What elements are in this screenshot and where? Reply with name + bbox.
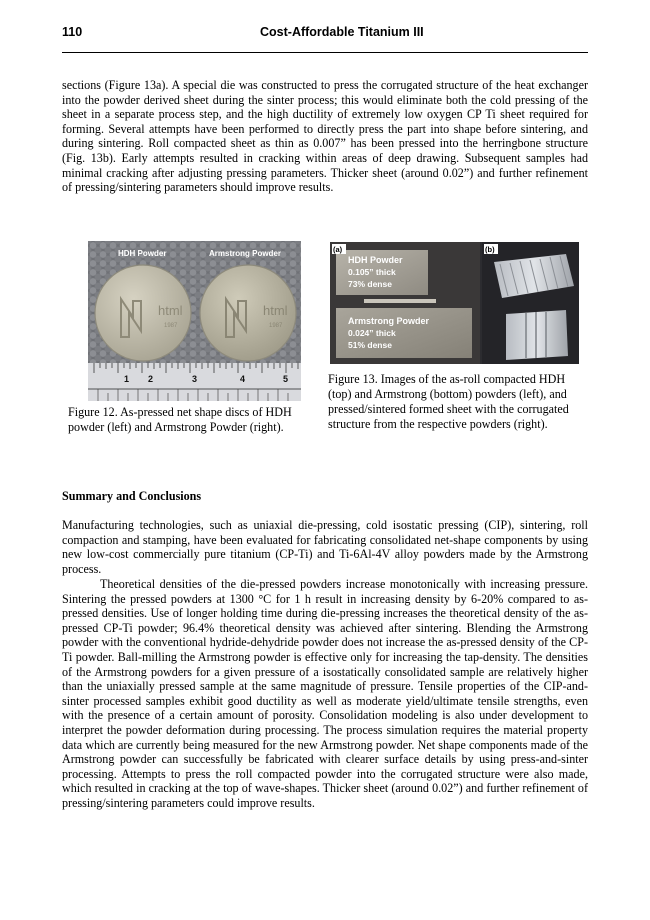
hdh-disc-mark: html [158, 303, 183, 318]
body-paragraph-3: Theoretical densities of the die-pressed powders increase monotonically with increasing pressure. Sintering the pressed powders at 1300 °C for 1 h result in increasing density by 6-20% compared to as-pressed densities. Use of longer holding time during die-pressing increases the theoretical density of the as-pressed CP-Ti powder; 96.4% theoretical density was achieved after sintering. Blending the Armstrong powder with the conventional hydride-dehydride powder does not increase the as-pressed density of the CP-Ti powder. Ball-milling the Armstrong powder is effective only for increasing the tap-density. The densities of the Armstrong powders for a given pressure of a isostatically consolidated sample are relatively higher than the uniaxially pressed sample at the same magnitude of pressure. Tensile properties of the CIP-and-sinter processed samples exhibit good ductility as well as moderate yield/ultimate tensile strengths, even with the presence of a certain amount of porosity. Consolidation modeling is also under development to interpret the powder deformation during processing. The process simulation requires the material property data which are currently being measured for the new Armstrong powder. Net shape components made of the Armstrong powder can successfully be fabricated with clearer surface details by using press-and-sinter processing. Attempts to press the roll compacted powder into the corrugated structure were also made, which resulted in cracking at the top of wave-shapes. Thicker sheet (around 0.02”) and further refinement of pressing/sintering parameters could improve results. [62, 577, 588, 810]
hdh-thickness: 0.105” thick [348, 267, 396, 277]
armstrong-label: Armstrong Powder [348, 316, 430, 326]
ruler-number-1: 1 [124, 374, 130, 384]
page-number: 110 [62, 25, 83, 39]
panel-a-tag: (a) [333, 245, 343, 254]
hdh-label: HDH Powder [348, 255, 403, 265]
ruler-number-4: 4 [240, 374, 246, 384]
body-paragraph-2: Manufacturing technologies, such as uniaxial die-pressing, cold isostatic pressing (CIP), sintering, roll compaction and stamping, have been evaluated for fabricating consolidated net-shape components by using new low-cost commercially pure titanium (CP-Ti) and Ti-6Al-4V alloy powders made by the Armstrong process. [62, 518, 588, 576]
figure-12-caption: Figure 12. As-pressed net shape discs of HDH powder (left) and Armstrong Powder (right). [68, 405, 292, 434]
running-header-title: Cost-Affordable Titanium III [260, 25, 424, 39]
figure-13-photo [330, 242, 579, 364]
figure-12-graphic [88, 241, 301, 401]
armstrong-thickness: 0.024” thick [348, 328, 396, 338]
armstrong-powder-label: Armstrong Powder [209, 249, 282, 258]
sheet-strip [364, 299, 436, 303]
section-heading: Summary and Conclusions [62, 489, 202, 503]
figure-12-photo [88, 241, 301, 401]
armstrong-disc-year: 1987 [269, 323, 283, 329]
ruler-number-5: 5 [283, 374, 289, 384]
body-paragraph-1: sections (Figure 13a). A special die was constructed to press the corrugated structure of the heat exchanger into the powder derived sheet during the sinter process; this would eliminate both the cold pressing of the sheet in a separate process step, and the high ductility of extremely low oxygen CP Ti sheet required for forming. Several attempts have been performed to directly press the part into shape before sintering, and during sintering. Roll compacted sheet as thin as 0.007” has been pressed into the herringbone structure (Fig. 13b). Early attempts resulted in cracking within areas of deep drawing. Subsequent samples had minimal cracking after adjusting pressing parameters. Thicker sheet (around 0.02”) and further refinement of pressing/sintering parameters should improve results. [62, 78, 588, 195]
armstrong-density: 51% dense [348, 340, 392, 350]
corrugated-sheet-armstrong [506, 310, 568, 360]
ruler-number-2: 2 [148, 374, 154, 384]
figure-13-caption: Figure 13. Images of the as-roll compacted HDH (top) and Armstrong (bottom) powders (left), and pressed/sintered formed sheet with the corrugated structure from the respective powders (right). [328, 372, 569, 431]
hdh-disc-year: 1987 [164, 323, 178, 329]
armstrong-disc-mark: html [263, 303, 288, 318]
hdh-powder-label: HDH Powder [118, 249, 167, 258]
ruler-number-3: 3 [192, 374, 198, 384]
header-rule [62, 52, 588, 53]
hdh-density: 73% dense [348, 279, 392, 289]
panel-b-tag: (b) [485, 245, 495, 254]
figure-13-graphic [330, 242, 579, 364]
